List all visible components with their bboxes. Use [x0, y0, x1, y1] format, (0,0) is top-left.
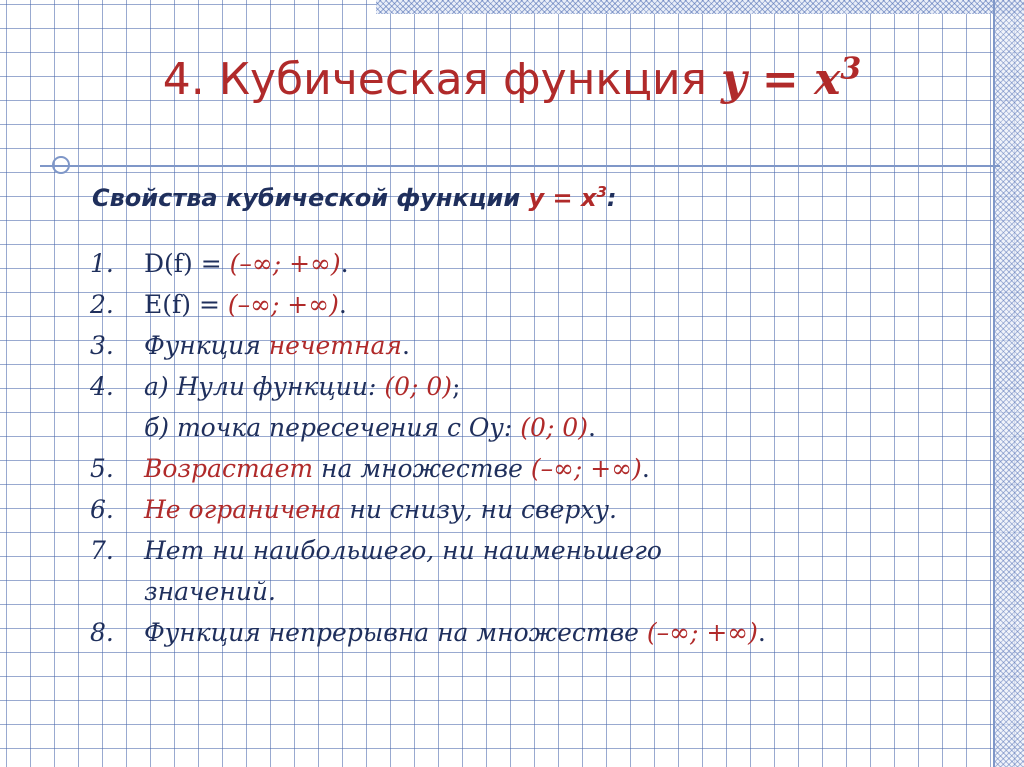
- property-number: 8.: [90, 618, 114, 647]
- properties-list: [90, 243, 766, 653]
- horizontal-rule: [40, 165, 1000, 167]
- property-item-7: [90, 530, 766, 612]
- title-formula: [721, 51, 862, 105]
- property-number: 3.: [90, 331, 114, 360]
- property-tail: .: [340, 249, 349, 278]
- property-tail: .: [587, 413, 596, 442]
- title-prefix: 4. Кубическая функция: [162, 54, 722, 105]
- property-text: Функция: [144, 331, 269, 360]
- properties-heading-formula-base: y = x: [528, 184, 597, 212]
- title-formula-exponent: 3: [840, 51, 862, 87]
- property-number: 5.: [90, 454, 114, 483]
- property-accent: (–∞; +∞): [227, 290, 339, 319]
- property-text: E(f) =: [144, 290, 228, 319]
- property-accent: (0; 0): [520, 413, 588, 442]
- property-number: 7.: [90, 536, 114, 565]
- property-text: б) точка пересечения с Оу:: [144, 413, 521, 442]
- property-accent: (–∞; +∞): [229, 249, 341, 278]
- property-accent: (–∞; +∞): [530, 454, 642, 483]
- property-accent: (0; 0): [384, 372, 453, 401]
- property-tail: .: [401, 331, 410, 360]
- property-text: на множестве: [313, 454, 531, 483]
- property-tail: .: [338, 290, 347, 319]
- slide-title: [0, 52, 1024, 108]
- property-text: Функция непрерывна на множестве: [144, 618, 647, 647]
- property-number: 6.: [90, 495, 114, 524]
- property-tail: ;: [452, 372, 461, 401]
- property-item-8: [90, 612, 766, 653]
- property-accent: нечетная: [268, 331, 402, 360]
- property-item-5: [90, 448, 766, 489]
- property-accent: Возрастает: [144, 454, 314, 483]
- rule-ornament-icon: [52, 156, 70, 174]
- property-number: 1.: [90, 249, 114, 278]
- property-item-2: [90, 284, 766, 325]
- title-formula-base: y = x: [721, 54, 841, 105]
- properties-heading-text: Свойства кубической функции: [92, 184, 529, 212]
- property-continuation: [144, 407, 766, 448]
- property-item-3: [90, 325, 766, 366]
- property-number: 4.: [90, 372, 114, 401]
- property-text: ни снизу, ни сверху.: [341, 495, 617, 524]
- property-tail: .: [757, 618, 766, 647]
- property-item-6: [90, 489, 766, 530]
- property-accent: Не ограничена: [144, 495, 342, 524]
- property-accent: (–∞; +∞): [646, 618, 758, 647]
- property-text: а) Нули функции:: [144, 372, 385, 401]
- vertical-rule: [993, 0, 995, 767]
- top-hatched-band: [376, 0, 1024, 14]
- properties-heading: [92, 184, 617, 212]
- right-hatched-band: [994, 0, 1024, 767]
- property-number: 2.: [90, 290, 114, 319]
- properties-heading-formula: [529, 184, 607, 212]
- property-text: D(f) =: [144, 249, 230, 278]
- property-item-1: [90, 243, 766, 284]
- properties-heading-formula-exponent: 3: [596, 183, 607, 201]
- property-tail: .: [641, 454, 650, 483]
- properties-heading-colon: :: [606, 184, 617, 212]
- property-continuation: значений.: [144, 577, 276, 606]
- property-text: Нет ни наибольшего, ни наименьшего: [144, 536, 662, 565]
- property-item-4: [90, 366, 766, 448]
